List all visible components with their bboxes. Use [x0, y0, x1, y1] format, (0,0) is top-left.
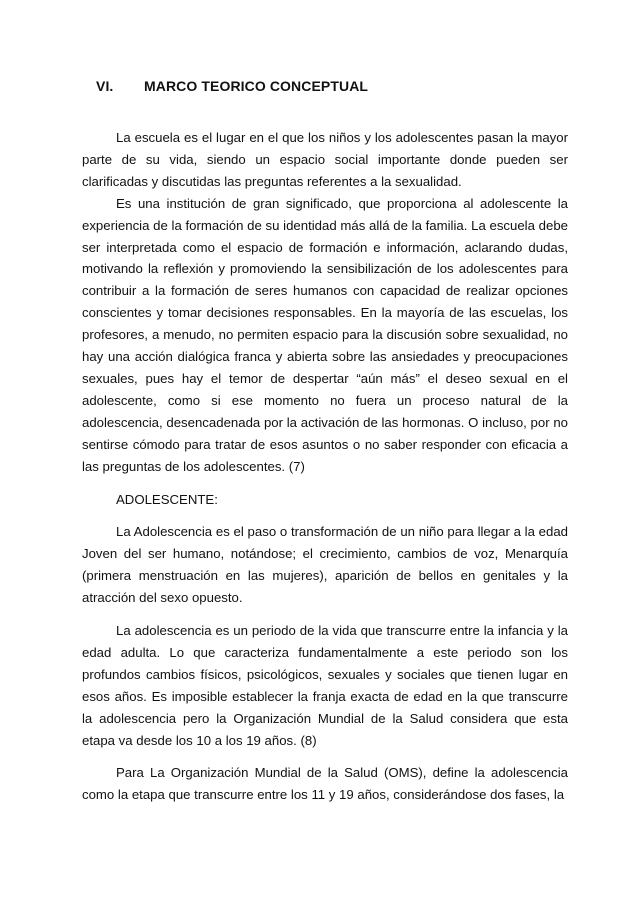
- section-title: MARCO TEORICO CONCEPTUAL: [144, 78, 369, 94]
- paragraph-oms: Para La Organización Mundial de la Salud (OMS), define la adolescencia como la etapa que transcurre entre los 11 y 19 años, considerándose dos fases, la: [82, 765, 568, 803]
- document-body: [82, 127, 568, 806]
- section-heading: [96, 78, 368, 94]
- paragraph-adolescencia-periodo: La adolescencia es un periodo de la vida que transcurre entre la infancia y la edad adulta. Lo que caracteriza fundamentalmente a este periodo son los profundos cambios físicos, psicológicos, sexuales y sociales que tienen lugar en esos años. Es imposible establecer la franja exacta de edad en la que transcurre la adolescencia pero la Organización Mundial de la Salud considera que esta etapa va desde los 10 a los 19 años. (8): [82, 623, 568, 748]
- subheading-adolescente: ADOLESCENTE:: [116, 491, 218, 507]
- paragraph-escuela-intro: La escuela es el lugar en el que los niños y los adolescentes pasan la mayor parte de su vida, siendo un espacio social importante donde pueden ser clarificadas y discutidas las preguntas referentes a la sexualidad.: [82, 130, 568, 189]
- paragraph-institucion: Es una institución de gran significado, que proporciona al adolescente la experiencia de la formación de su identidad más allá de la familia. La escuela debe ser interpretada como el espacio de formación e información, aclarando dudas, motivando la reflexión y promoviendo la sensibilización de los adolescentes para contribuir a la formación de seres humanos con capacidad de realizar opciones conscientes y tomar decisiones responsables. En la mayoría de las escuelas, los profesores, a menudo, no permiten espacio para la discusión sobre sexualidad, no hay una acción dialógica franca y abierta sobre las ansiedades y preocupaciones sexuales, pues hay el temor de despertar “aún más” el deseo sexual en el adolescente, como si ese momento no fuera un proceso natural de la adolescencia, desencadenada por la activación de las hormonas. O incluso, por no sentirse cómodo para tratar de esos asuntos o no saber responder con eficacia a las preguntas de los adolescentes. (7): [82, 195, 568, 474]
- paragraph-adolescencia-definicion: La Adolescencia es el paso o transformación de un niño para llegar a la edad Joven del ser humano, notándose; el crecimiento, cambios de voz, Menarquía (primera menstruación en las mujeres), aparición de bellos en genitales y la atracción del sexo opuesto.: [82, 524, 568, 606]
- section-number: VI.: [96, 78, 114, 94]
